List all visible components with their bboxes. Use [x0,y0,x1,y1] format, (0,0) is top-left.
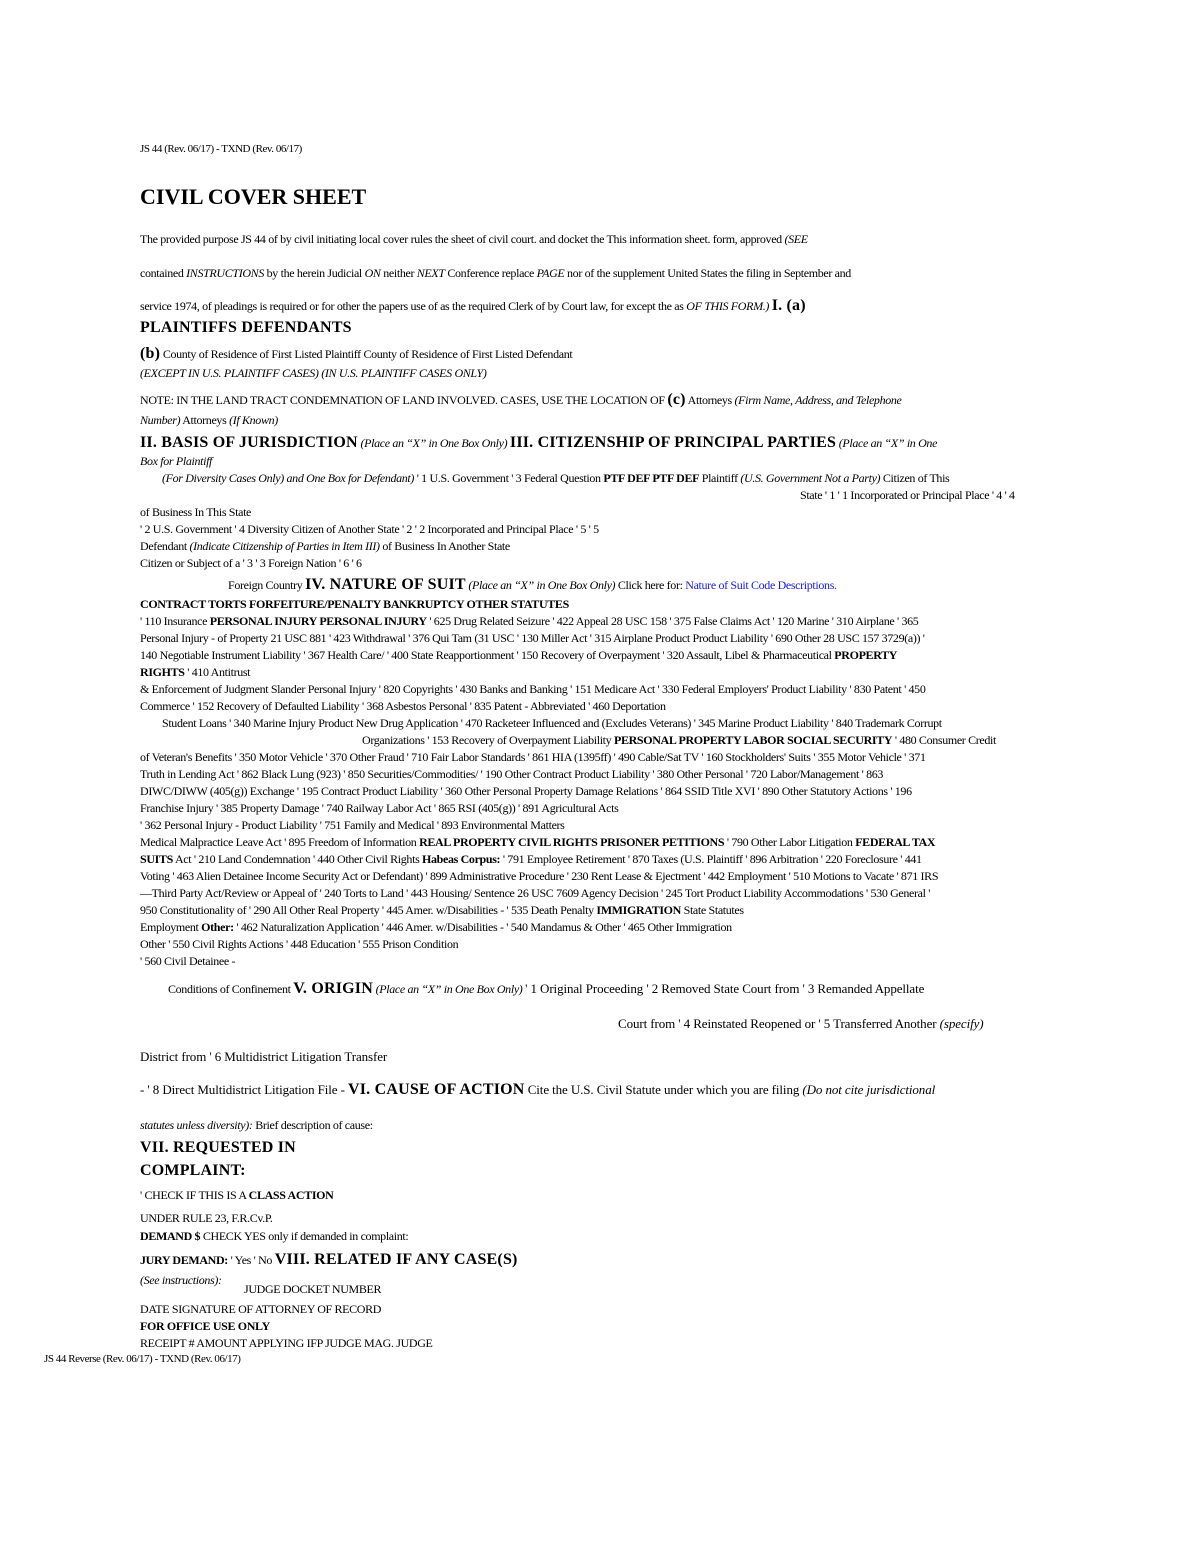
land-note: NOTE: IN THE LAND TRACT CONDEMNATION OF LAND INVOLVED. CASES, USE THE LOCATION OF (c) Attorneys (Firm Name, Address, and Telephone [140,391,902,408]
suit-row-6: Commerce ' 152 Recovery of Defaulted Liability ' 368 Asbestos Personal ' 835 Patent - Abbreviated ' 460 Deportation [140,699,666,713]
requested-heading-2: COMPLAINT: [140,1162,246,1179]
suit-row-10: Truth in Lending Act ' 862 Black Lung (923) ' 850 Securities/Commodities/ ' 190 Other Contract Product Liability ' 380 Other Personal ' 720 Labor/Management ' 863 [140,767,884,781]
suit-row-17: —Third Party Act/Review or Appeal of ' 240 Torts to Land ' 443 Housing/ Sentence 26 USC 7609 Agency Decision ' 245 Tort Product Liability Accommodations ' 530 General ' [140,886,931,900]
class-action-check: ' CHECK IF THIS IS A CLASS ACTION [140,1188,334,1202]
suit-columns: CONTRACT TORTS FORFEITURE/PENALTY BANKRUPTCY OTHER STATUTES [140,597,569,611]
intro-line-1: The provided purpose JS 44 of by civil initiating local cover rules the sheet of civil court. and docket the This information sheet. form, approved (SEE [140,232,808,246]
suit-row-20: Other ' 550 Civil Rights Actions ' 448 Education ' 555 Prison Condition [140,937,459,951]
rule-23: UNDER RULE 23, F.R.Cv.P. [140,1211,273,1225]
jurisdiction-line-2: State ' 1 ' 1 Incorporated or Principal Place ' 4 ' 4 [800,488,1015,502]
box-for-plaintiff: Box for Plaintiff [140,454,213,468]
suit-row-9: of Veteran's Benefits ' 350 Motor Vehicle ' 370 Other Fraud ' 710 Fair Labor Standards ' 861 HIA (1395ff) ' 490 Cable/Sat TV ' 160 Stockholders' Suits ' 355 Motor Vehicle ' 371 [140,750,926,764]
suit-row-13: ' 362 Personal Injury - Product Liability ' 751 Family and Medical ' 893 Environmental Matters [140,818,565,832]
form-id: JS 44 (Rev. 06/17) - TXND (Rev. 06/17) [140,143,302,155]
office-use-only: FOR OFFICE USE ONLY [140,1319,270,1333]
suit-row-12: Franchise Injury ' 385 Property Damage ' 740 Railway Labor Act ' 865 RSI (405(g)) ' 891 Agricultural Acts [140,801,619,815]
suit-row-5: & Enforcement of Judgment Slander Personal Injury ' 820 Copyrights ' 430 Banks and Banking ' 151 Medicare Act ' 330 Federal Employers' Product Liability ' 830 Patent ' 450 [140,682,926,696]
intro-line-3: service 1974, of pleadings is required or for other the papers use of as the required Clerk of by Court law, for except the as OF THIS FORM.) I. (a) [140,297,806,314]
requested-heading-1: VII. REQUESTED IN [140,1139,296,1156]
suit-row-19: Employment Other: ' 462 Naturalization Application ' 446 Amer. w/Disabilities - ' 540 Mandamus & Other ' 465 Other Immigration [140,920,732,934]
parties-heading: PLAINTIFFS DEFENDANTS [140,319,352,336]
jurisdiction-line-3: of Business In This State [140,505,252,519]
reverse-form-id: JS 44 Reverse (Rev. 06/17) - TXND (Rev. 06/17) [44,1353,241,1365]
jurisdiction-line-6: Citizen or Subject of a ' 3 ' 3 Foreign Nation ' 6 ' 6 [140,556,362,570]
suit-row-8: Organizations ' 153 Recovery of Overpayment Liability PERSONAL PROPERTY LABOR SOCIAL SECURITY ' 480 Consumer Credit [362,733,996,747]
judge-docket: JUDGE DOCKET NUMBER [244,1282,382,1296]
suit-row-18: 950 Constitutionality of ' 290 All Other Real Property ' 445 Amer. w/Disabilities - ' 535 Death Penalty IMMIGRATION State Statutes [140,903,744,917]
except-note: (EXCEPT IN U.S. PLAINTIFF CASES) (IN U.S. PLAINTIFF CASES ONLY) [140,366,487,380]
suit-row-11: DIWC/DIWW (405(g)) Exchange ' 195 Contract Product Liability ' 360 Other Personal Property Damage Relations ' 864 SSID Title XVI ' 890 Other Statutory Actions ' 196 [140,784,912,798]
suit-row-1: ' 110 Insurance PERSONAL INJURY PERSONAL INJURY ' 625 Drug Related Seizure ' 422 Appeal 28 USC 158 ' 375 False Claims Act ' 120 Marine ' 310 Airplane ' 365 [140,614,919,628]
jury-demand-line: JURY DEMAND: ' Yes ' No VIII. RELATED IF ANY CASE(S) [140,1251,518,1268]
suit-row-14: Medical Malpractice Leave Act ' 895 Freedom of Information REAL PROPERTY CIVIL RIGHTS PRISONER PETITIONS ' 790 Other Labor Litigation FEDERAL TAX [140,835,936,849]
demand-line: DEMAND $ CHECK YES only if demanded in complaint: [140,1229,409,1243]
suit-row-16: Voting ' 463 Alien Detainee Income Security Act or Defendant) ' 899 Administrative Procedure ' 230 Rent Lease & Ejectment ' 442 Employment ' 510 Motions to Vacate ' 871 IRS [140,869,939,883]
suit-row-4: RIGHTS ' 410 Antitrust [140,665,251,679]
suit-row-21: ' 560 Civil Detainee - [140,954,236,968]
jurisdiction-heading: II. BASIS OF JURISDICTION (Place an “X” in One Box Only) III. CITIZENSHIP OF PRINCIPAL PARTIES (Place an “X” in One [140,434,938,451]
suit-row-7: Student Loans ' 340 Marine Injury Product New Drug Application ' 470 Racketeer Influenced and (Excludes Veterans) ' 345 Marine Product Liability ' 840 Trademark Corrupt [162,716,942,730]
jury-demand-options[interactable]: ' Yes ' No [230,1253,273,1267]
signature-line: DATE SIGNATURE OF ATTORNEY OF RECORD [140,1302,382,1316]
see-instructions: (See instructions): [140,1273,222,1287]
suit-row-15: SUITS Act ' 210 Land Condemnation ' 440 Other Civil Rights Habeas Corpus: ' 791 Employee Retirement ' 870 Taxes (U.S. Plaintiff ' 896 Arbitration ' 220 Foreclosure ' 441 [140,852,922,866]
class-action-checkbox[interactable]: ' [140,1188,142,1202]
attorneys-line: Number) Attorneys (If Known) [140,413,278,427]
intro-line-2: contained INSTRUCTIONS by the herein Judicial ON neither NEXT Conference replace PAGE nor of the supplement United States the filing in September and [140,266,851,280]
nature-of-suit-heading: Foreign Country IV. NATURE OF SUIT (Place an “X” in One Box Only) Click here for: Nature of Suit Code Descriptions. [228,576,837,593]
suit-row-2: Personal Injury - of Property 21 USC 881 ' 423 Withdrawal ' 376 Qui Tam (31 USC ' 130 Miller Act ' 315 Airplane Product Product Liability ' 690 Other 28 USC 157 3729(a)) ' [140,631,925,645]
origin-line-2: Court from ' 4 Reinstated Reopened or ' 5 Transferred Another (specify) [618,1016,984,1031]
jurisdiction-line-5: Defendant (Indicate Citizenship of Parties in Item III) of Business In Another State [140,539,510,553]
jurisdiction-line-1: (For Diversity Cases Only) and One Box for Defendant) ' 1 U.S. Government ' 3 Federal Question PTF DEF PTF DEF Plaintiff (U.S. Government Not a Party) Citizen of This [162,471,950,485]
suit-row-3: 140 Negotiable Instrument Liability ' 367 Health Care/ ' 400 State Reapportionment ' 150 Recovery of Overpayment ' 320 Assault, Libel & Pharmaceutical PROPERTY [140,648,898,662]
origin-line-4: - ' 8 Direct Multidistrict Litigation File - VI. CAUSE OF ACTION Cite the U.S. Civil Statute under which you are filing (Do not cite jurisdictional [140,1081,936,1098]
origin-line-3: District from ' 6 Multidistrict Litigation Transfer [140,1049,388,1064]
nature-of-suit-link[interactable]: Nature of Suit Code Descriptions. [685,578,837,592]
page-title: CIVIL COVER SHEET [140,184,367,209]
origin-heading: Conditions of Confinement V. ORIGIN (Place an “X” in One Box Only) ' 1 Original Proceeding ' 2 Removed State Court from ' 3 Remanded Appellate [168,980,925,997]
county-of-residence: (b) County of Residence of First Listed Plaintiff County of Residence of First Listed Defendant [140,345,573,362]
cause-line-2: statutes unless diversity): Brief description of cause: [140,1118,373,1132]
jurisdiction-line-4: ' 2 U.S. Government ' 4 Diversity Citizen of Another State ' 2 ' 2 Incorporated and Principal Place ' 5 ' 5 [140,522,599,536]
receipt-line: RECEIPT # AMOUNT APPLYING IFP JUDGE MAG. JUDGE [140,1336,433,1350]
